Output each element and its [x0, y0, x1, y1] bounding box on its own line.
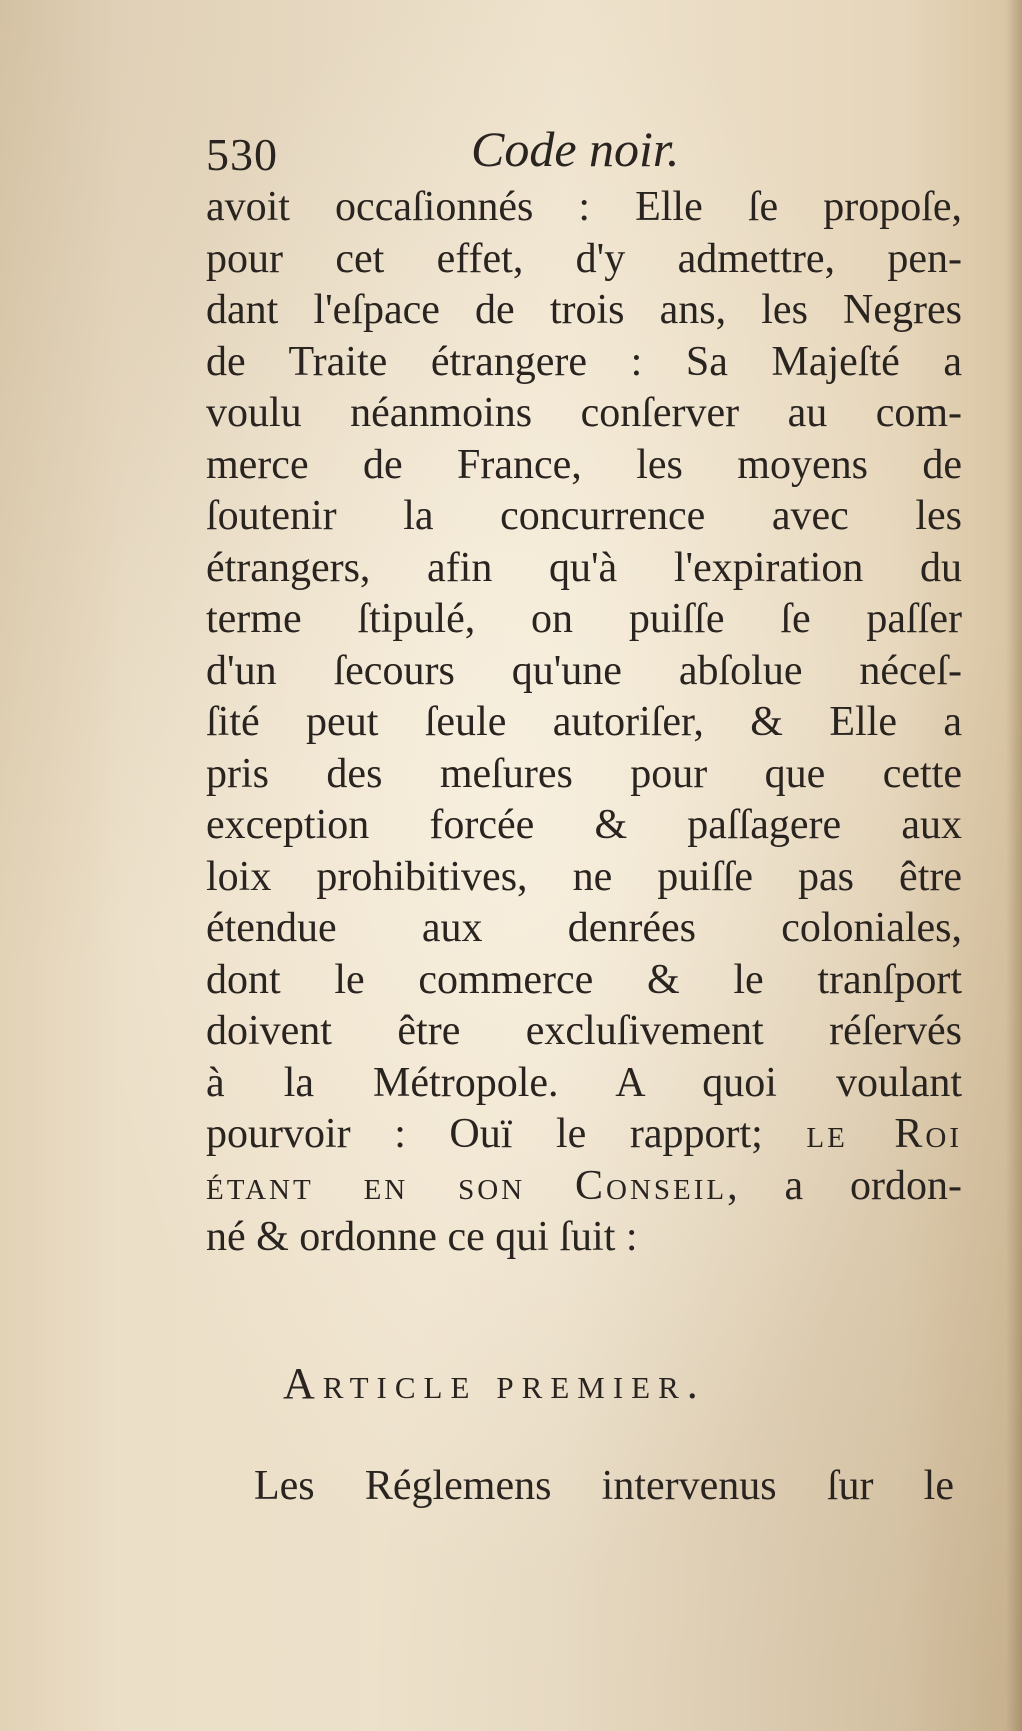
text-line: étendue aux denrées coloniales,: [206, 905, 962, 951]
page-number: 530: [206, 129, 278, 180]
text-line: de Traite étrangere : Sa Majeſté a: [206, 338, 962, 385]
text-line: pris des meſures pour que cette: [206, 750, 962, 797]
text-line: voulu néanmoins conſerver au com-: [206, 390, 962, 436]
text-line: né & ordonne ce qui ſuit :: [206, 1214, 638, 1260]
text-line: Les Réglemens intervenus ſur le: [254, 1463, 954, 1509]
text-line: d'un ſecours qu'une abſolue néceſ-: [206, 647, 962, 694]
text-line: [206, 1161, 962, 1213]
text-line: ſoutenir la concurrence avec les: [206, 493, 962, 539]
smallcaps-text: étant en son Conseil: [206, 1162, 728, 1209]
text-fragment: pourvoir : Ouï le rapport;: [206, 1111, 763, 1157]
text-line: [206, 1109, 962, 1161]
text-line: loix prohibitives, ne puiſſe pas être: [206, 853, 962, 900]
text-line: terme ſtipulé, on puiſſe ſe paſſer: [206, 596, 962, 642]
page-edge-shadow: [1006, 0, 1022, 1731]
running-head: Code noir.: [471, 121, 680, 177]
text-line: pour cet effet, d'y admettre, pen-: [206, 235, 962, 282]
text-line: dant l'eſpace de trois ans, les Negres: [206, 287, 962, 333]
text-line: dont le commerce & le tranſport: [206, 956, 962, 1003]
text-line: ſité peut ſeule autoriſer, & Elle a: [206, 699, 962, 745]
text-line: exception forcée & paſſagere aux: [206, 802, 962, 848]
text-line: à la Métropole. A quoi voulant: [206, 1059, 962, 1106]
text-line: merce de France, les moyens de: [206, 441, 962, 488]
text-fragment: , a ordon-: [727, 1162, 962, 1209]
text-line: doivent être excluſivement réſervés: [206, 1008, 962, 1054]
smallcaps-text: le Roi: [806, 1111, 962, 1157]
body-text: [206, 182, 962, 1264]
text-line: étrangers, afin qu'à l'expiration du: [206, 544, 962, 591]
article-heading: Article premier.: [283, 1359, 706, 1408]
page-header: [206, 120, 966, 190]
text-line: avoit occaſionnés : Elle ſe propoſe,: [206, 184, 962, 230]
